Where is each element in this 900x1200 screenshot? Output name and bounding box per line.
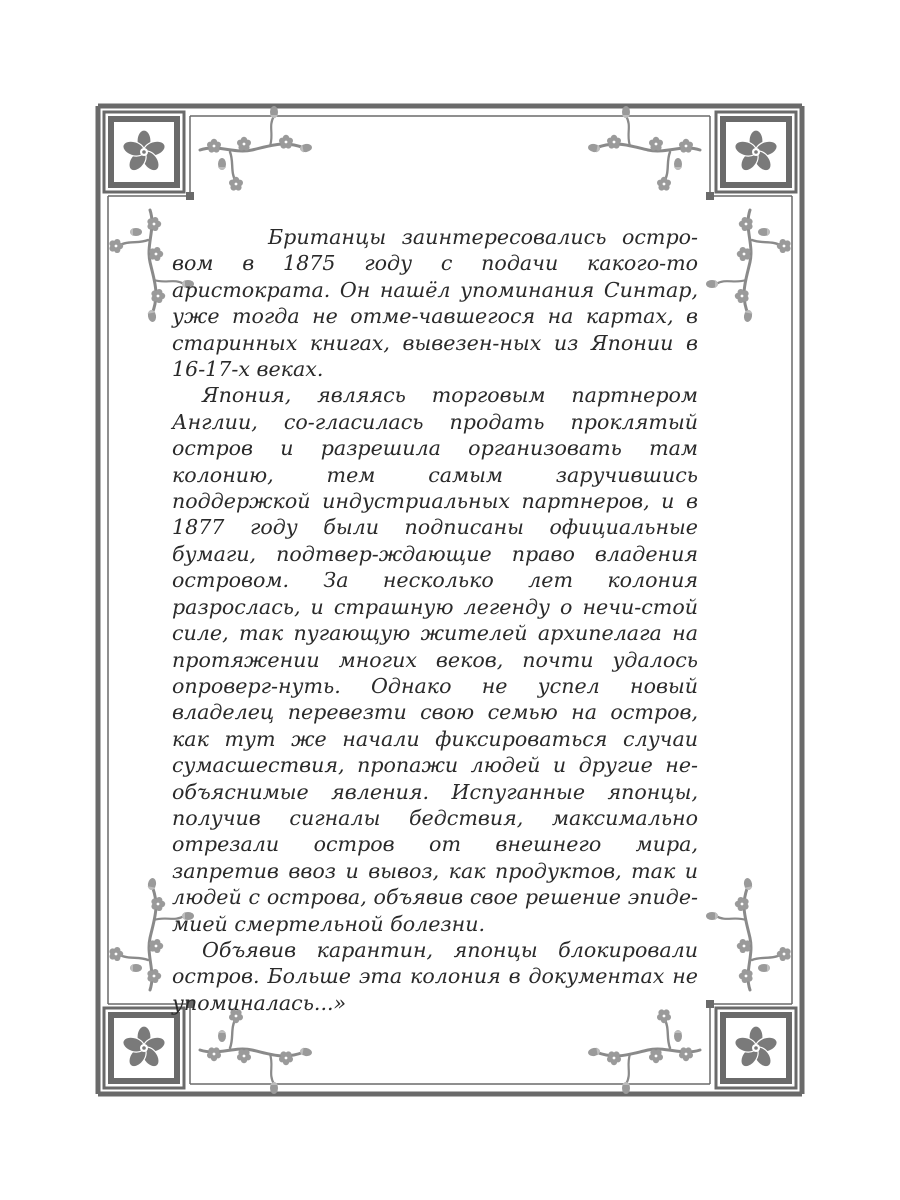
paragraph: Британцы заинтересовались остро-вом в 1875 году с подачи какого-то аристократа. Он нашёл упоминания Синтар, уже тогда не отме-чавшегося на картах, в старинных книгах, вывезен-ных из Японии в 16-17-х веках. xyxy=(172,225,698,382)
paragraph: Объявив карантин, японцы блокировали остров. Больше эта колония в документах не упоминалась...» xyxy=(172,937,698,1015)
paragraph: Япония, являясь торговым партнером Англии, со-гласилась продать проклятый остров и разрешила организовать там колонию, тем самым заручившись поддержкой индустриальных партнеров, и в 1877 году были подписаны официальные бумаги, подтвер-ждающие право владения островом. За несколько лет колония разрослась, и страшную легенду о нечи-стой силе, так пугающую жителей архипелага на протяжении многих веков, почти удалось опроверг-нуть. Однако не успел новый владелец перевезти свою семью на остров, как тут же начали фиксироваться случаи сумасшествия, пропажи людей и другие не-объяснимые явления. Испуганные японцы, получив сигналы бедствия, максимально отрезали остров от внешнего мира, запретив ввоз и вывоз, как продуктов, так и людей с острова, объявив свое решение эпиде-мией смертельной болезни. xyxy=(172,383,698,936)
page-text xyxy=(172,224,698,1016)
